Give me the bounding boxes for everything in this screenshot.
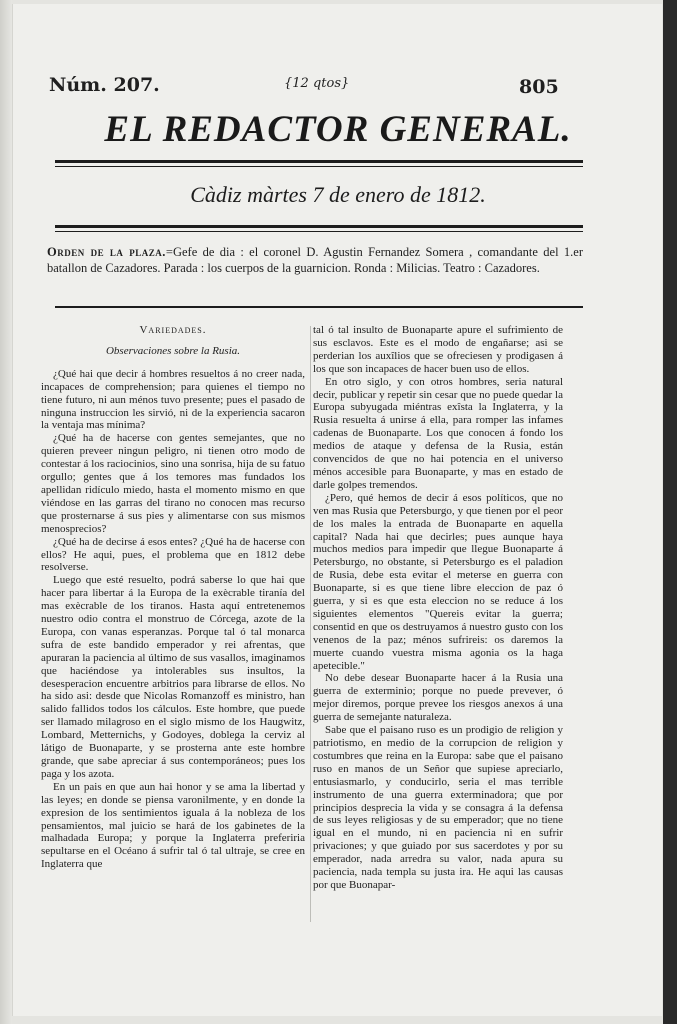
paragraph: En un pais en que aun hai honor y se ama la libertad y las leyes; en donde se piensa varonilmente, y en donde la expresion de los sentimientos iguala á la nobleza de los pensamientos, mal juicio se hará de los gabinetes de la malhadada Europa; y porque la Inglaterra preferiria sepultarse en el Océano á sufrir tal ó tal ultraje, se cree en Inglaterra que: [41, 780, 305, 871]
paragraph: ¿Qué ha de hacerse con gentes semejantes, que no quieren preveer ningun peligro, ni tienen otro modo de contestar á los raciocinios, sino una sonrisa, hija de su fatuo orgullo; gentes que á los temores mas fundados los apellidan ridículo miedo, hasta el momento mismo en que viéndose en las garras del tirano no conocen mas recurso que prosternarse á sus pies y alimentarse con sus mismos menosprecios?: [41, 432, 305, 535]
paragraph: En otro siglo, y con otros hombres, seria natural decir, publicar y repetir sin cesar que no puede quedar la Europa subyugada miéntras exîsta la Inglaterra, y la Rusia resuelta á unirse á ella, para romper las infames cadenas de Buonaparte. Los que conocen á fondo los medios de ataque y defensa de la Rusia, están convencidos de que no hai potencia en el universo ménos accesible para Buonaparte, y mas en estado de darle golpes tremendos.: [313, 375, 563, 491]
section-title: Variedades.: [139, 324, 207, 336]
dateline-rule-thin: [55, 231, 583, 232]
column-separator: [310, 326, 311, 922]
masthead-title: EL REDACTOR GENERAL.: [104, 109, 572, 150]
page-number: 805: [519, 76, 559, 98]
dateline-rule-thick: [55, 225, 583, 228]
masthead-rule-thin: [55, 166, 583, 167]
left-column: [41, 324, 305, 871]
issue-number: Núm. 207.: [49, 74, 160, 96]
page-gutter-shadow: [0, 0, 12, 1024]
section-divider: [55, 306, 583, 308]
paragraph: ¿Qué hai que decir á hombres resueltos á no creer nada, incapaces de comprehension; para quienes el tiempo no tiene futuro, ni aun ménos tuvo presente; pues el pasado de ninguna instruccion les sirvió, ni de la experiencia sacaron la ventaja mas mínima?: [41, 367, 305, 432]
newspaper-page: [12, 4, 662, 1016]
orden-text: =Gefe de dia : el coronel D. Agustin Fernandez Somera , comandante del 1.er batallon de Cazadores. Parada : los cuerpos de la guarnicion. Ronda : Milicias. Teatro : Cazadores.: [47, 245, 583, 275]
right-column: [313, 324, 563, 892]
orden-de-la-plaza: [47, 245, 583, 276]
scan-border: [663, 0, 677, 1024]
paragraph: ¿Qué ha de decirse á esos entes? ¿Qué ha de hacerse con ellos? He aqui, pues, el problema que en 1812 debe resolverse.: [41, 535, 305, 574]
masthead-rule-thick: [55, 160, 583, 163]
article-subtitle: Observaciones sobre la Rusia.: [105, 344, 241, 357]
paragraph: Sabe que el paisano ruso es un prodigio de religion y patriotismo, en medio de la corrupcion de religion y costumbres que reina en la Europa: sabe que el paisano ruso en manos de un Señor que supiese apreciarlo, entusiasmarlo, y conducirlo, seria el mas terrible instrumento de una guerra exterminadora; que por principios desprecia la vida y se consagra á la defensa de sus leyes religiosas y de su emperador; que no tiene igual en el mundo, ni en paciencia ni en sufrir privaciones; y que guiado por sus sacerdotes y por su emperador, nada arredra su valor, nada apura su paciencia, nada templa su justa ira. He aqui las causas por que Buonapar-: [313, 724, 563, 891]
dateline: Càdiz màrtes 7 de enero de 1812.: [190, 182, 486, 207]
paragraph: tal ó tal insulto de Buonaparte apure el sufrimiento de sus esclavos. Este es el modo de engañarse; asi se perderian los auxîlios que se ofreciesen y prodigasen á los que son incapaces de hacer buen uso de ellos.: [313, 324, 563, 375]
issue-price: {12 qtos}: [284, 76, 350, 91]
orden-label: Orden de la plaza.: [47, 245, 166, 259]
paragraph: No debe desear Buonaparte hacer á la Rusia una guerra de exterminio; porque no puede prevever, ó mejor diremos, porque prevee los riesgos anexos á una guerra de semejante naturaleza.: [313, 672, 563, 724]
paragraph: ¿Pero, qué hemos de decir á esos políticos, que no ven mas Rusia que Petersburgo, y que tienen por el peor de los males la entrada de Buonaparte en aquella capital? Nada hai que decirles; pues aunque haya muchos medios para impedir que llegue Buonaparte á Petersburgo, no obstante, si Petersburgo es el paladion de Rusia, debe esta evitar el meterse en guerra con Buonaparte, si es que tiene libre eleccion de paz ó guerra, y si es que esta eleccion no se reduce á los siguientes elementos "Quereis evitar la guerra; consentid en que os destruyamos á nuestro gusto con los venenos de la paz; ménos sufrireis: os daremos la muerte cuando vuestra misma agonia os la haga apetecible.": [313, 491, 563, 672]
paragraph: Luego que esté resuelto, podrá saberse lo que hai que hacer para libertar á la Europa de la exècrable tiranía del mas exècrable de los tiranos. Hasta aquí entretenemos nuestro odio contra el monstruo de Córcega, azote de la Europa, con vanas esperanzas. Porque tal ó tal monarca sufra de este bandido emperador y rei afrentas, que apuraran la paciencia al último de sus vasallos, imaginamos que haciéndose ya intolerables sus insultos, la desesperacion encuentre arbitrios para librarse de ellos. No ha sido asi: desde que Nicolas Romanzoff es ministro, han salido fallidos todos los cálculos. Este hombre, que puede ser llamado milagroso en el siglo mismo de los Haugwitz, Lombard, Metternichs, y Godoyes, doblega la cerviz al látigo de Buonaparte, y se prosterna ante este hombre grande, que sabe apreciar á sus contemporáneos; pues los paga y los azota.: [41, 574, 305, 780]
